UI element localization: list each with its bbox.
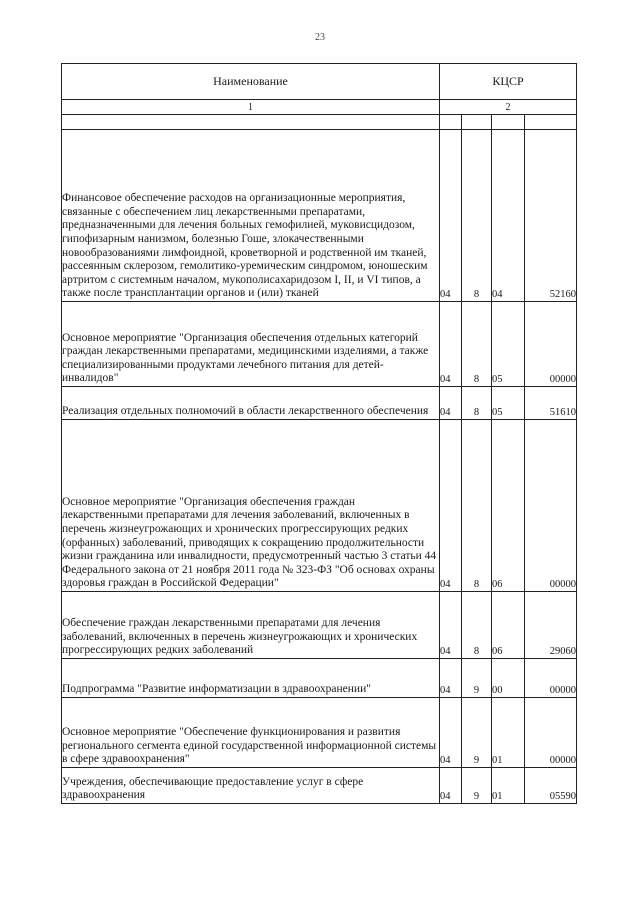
row-name: Финансовое обеспечение расходов на организационные мероприятия, связанные с обеспечением лиц лекарственными препаратами, предназначенными для лечения больных гемофилией, муковисцидозом, гипофизарным нанизмом, болезнью Гоше, злокачественными новообразованиями лимфоидной, кроветворной и родственной им тканей, рассеянным склерозом, гемолитико-уремическим синдромом, юношеским артритом с системным началом, мукополисахаридозом I, II, и VI типов, а также после трансплантации органов и (или) тканей bbox=[62, 130, 440, 302]
code-part-4: 00000 bbox=[525, 420, 577, 592]
row-name: Учреждения, обеспечивающие предоставление услуг в сфере здравоохранения bbox=[62, 768, 440, 804]
code-part-1: 04 bbox=[440, 302, 462, 387]
code-part-2: 8 bbox=[462, 302, 492, 387]
page-number: 23 bbox=[315, 32, 325, 43]
code-part-3: 00 bbox=[492, 659, 525, 698]
code-part-1: 04 bbox=[440, 592, 462, 659]
code-part-3: 01 bbox=[492, 698, 525, 768]
code-part-1: 04 bbox=[440, 659, 462, 698]
column-number-row bbox=[62, 100, 577, 115]
code-part-3: 06 bbox=[492, 420, 525, 592]
code-part-1: 04 bbox=[440, 420, 462, 592]
table-row bbox=[62, 302, 577, 387]
code-part-4: 00000 bbox=[525, 659, 577, 698]
code-part-4: 00000 bbox=[525, 698, 577, 768]
code-part-4: 51610 bbox=[525, 387, 577, 420]
code-part-2: 9 bbox=[462, 768, 492, 804]
code-part-4: 52160 bbox=[525, 130, 577, 302]
column-number-name: 1 bbox=[62, 100, 440, 115]
column-header-name: Наименование bbox=[62, 64, 440, 100]
code-part-2: 8 bbox=[462, 420, 492, 592]
code-part-4: 05590 bbox=[525, 768, 577, 804]
table-row bbox=[62, 768, 577, 804]
table-row bbox=[62, 387, 577, 420]
code-part-2: 9 bbox=[462, 698, 492, 768]
code-part-3: 05 bbox=[492, 387, 525, 420]
table-row bbox=[62, 659, 577, 698]
row-name: Основное мероприятие "Организация обеспечения граждан лекарственными препаратами для лечения заболеваний, включенных в перечень жизнеугрожающих и хронических прогрессирующих редких (орфанных) заболеваний, приводящих к сокращению продолжительности жизни гражданина или инвалидности, предусмотренный частью 3 статьи 44 Федерального закона от 21 ноября 2011 года № 323-ФЗ "Об основах охраны здоровья граждан в Российской Федерации" bbox=[62, 420, 440, 592]
row-name: Подпрограмма "Развитие информатизации в здравоохранении" bbox=[62, 659, 440, 698]
table-header-row bbox=[62, 64, 577, 100]
code-part-4: 29060 bbox=[525, 592, 577, 659]
spacer-row bbox=[62, 115, 577, 130]
code-part-1: 04 bbox=[440, 130, 462, 302]
code-part-1: 04 bbox=[440, 768, 462, 804]
code-part-3: 06 bbox=[492, 592, 525, 659]
code-part-3: 04 bbox=[492, 130, 525, 302]
code-part-3: 05 bbox=[492, 302, 525, 387]
table-row bbox=[62, 420, 577, 592]
row-name: Обеспечение граждан лекарственными препаратами для лечения заболеваний, включенных в перечень жизнеугрожающих и хронических прогрессирующих редких заболеваний bbox=[62, 592, 440, 659]
code-part-2: 9 bbox=[462, 659, 492, 698]
row-name: Основное мероприятие "Обеспечение функционирования и развития регионального сегмента единой государственной информационной системы в сфере здравоохранения" bbox=[62, 698, 440, 768]
column-number-code: 2 bbox=[440, 100, 577, 115]
table-row bbox=[62, 592, 577, 659]
table-row bbox=[62, 698, 577, 768]
row-name: Основное мероприятие "Организация обеспечения отдельных категорий граждан лекарственными препаратами, медицинскими изделиями, а также специализированными продуктами лечебного питания для детей-инвалидов" bbox=[62, 302, 440, 387]
code-part-2: 8 bbox=[462, 592, 492, 659]
code-part-3: 01 bbox=[492, 768, 525, 804]
row-name: Реализация отдельных полномочий в области лекарственного обеспечения bbox=[62, 387, 440, 420]
code-part-1: 04 bbox=[440, 698, 462, 768]
column-header-code: КЦСР bbox=[440, 64, 577, 100]
code-part-4: 00000 bbox=[525, 302, 577, 387]
table-row bbox=[62, 130, 577, 302]
code-part-1: 04 bbox=[440, 387, 462, 420]
budget-classification-table bbox=[61, 63, 577, 804]
code-part-2: 8 bbox=[462, 130, 492, 302]
code-part-2: 8 bbox=[462, 387, 492, 420]
